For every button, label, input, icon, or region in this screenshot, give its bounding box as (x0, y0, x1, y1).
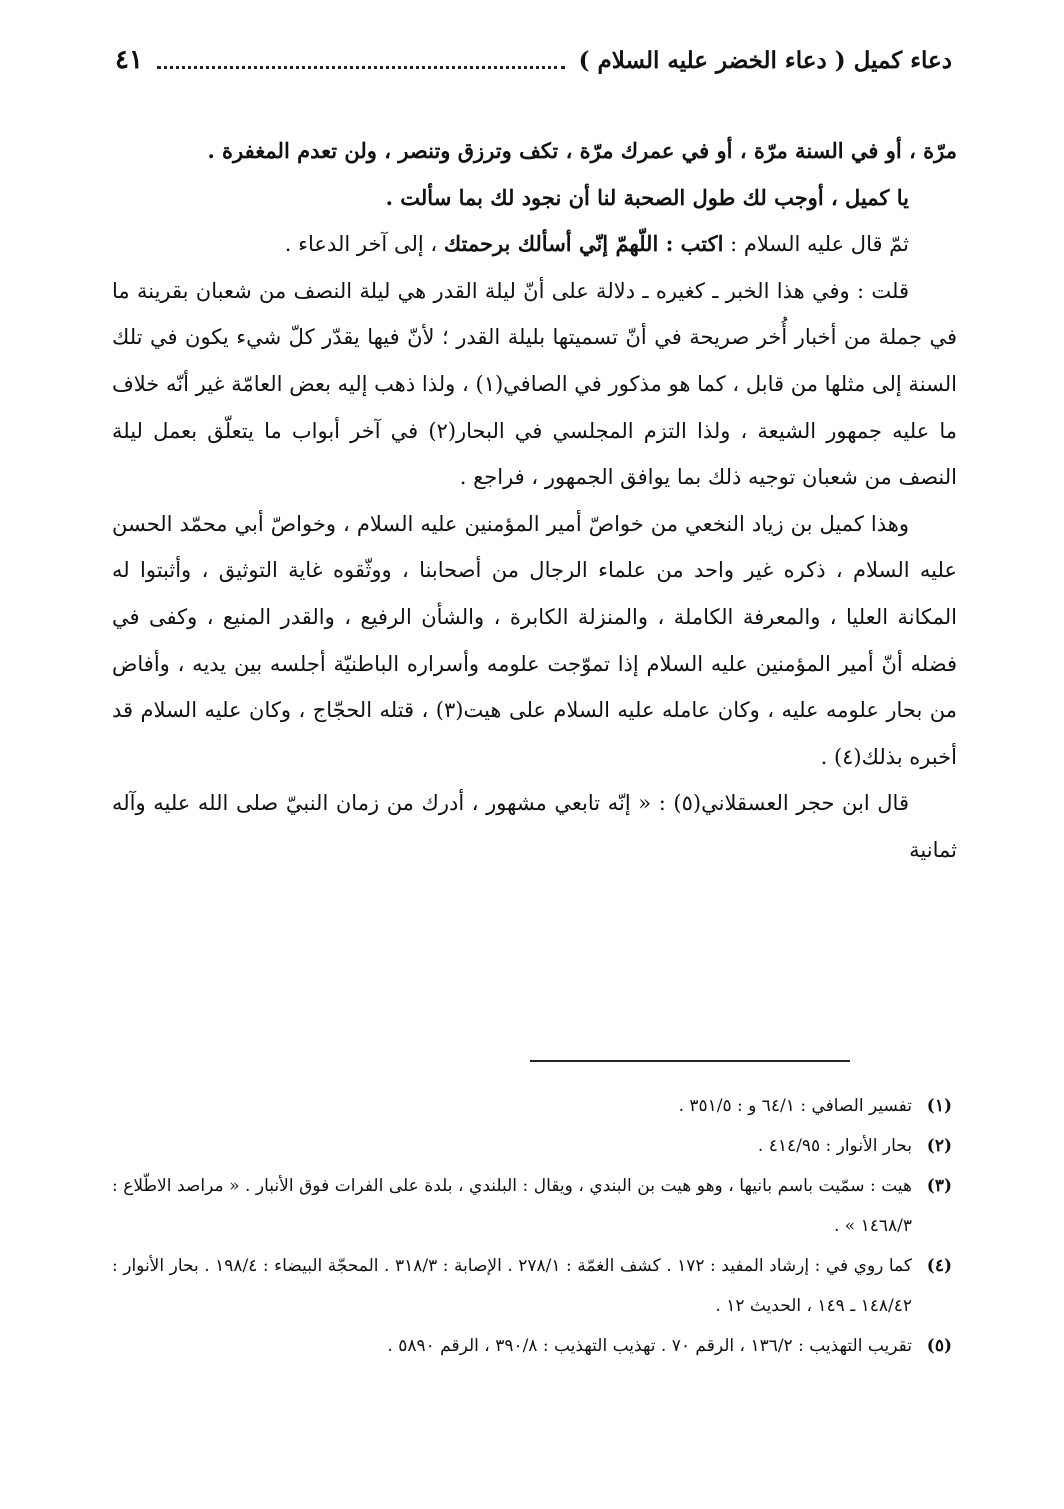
footnote-number: (١) (926, 1096, 952, 1116)
chapter-title: دعاء كميل ( دعاء الخضر عليه السلام ) (578, 46, 952, 74)
paragraph-5: وهذا كميل بن زياد النخعي من خواصّ أمير المؤمنين عليه السلام ، وخواصّ أبي محمّد الحسن عليه السلام ، ذكره غير واحد من علماء الرجال من أصحابنا ، ووثّقوه غاية التوثيق ، وأثبتوا له المكانة العليا ، والمعرفة الكاملة ، والمنزلة الكابرة ، والشأن الرفيع ، والقدر المنيع ، وكفى في فضله أنّ أمير المؤمنين عليه السلام إذا تموّجت علومه وأسراره الباطنيّة أجلسه بين يديه ، وأفاض من بحار علومه عليه ، وكان عامله عليه السلام على هيت(٣) ، قتله الحجّاج ، وكان عليه السلام قد أخبره بذلك(٤) . (112, 511, 957, 769)
paragraph-2: يا كميل ، أوجب لك طول الصحبة لنا أن نجود لك بما سألت . (385, 184, 909, 210)
page-number: ٤١ (115, 45, 143, 75)
paragraph-3 (112, 221, 957, 268)
footnote-item (112, 1126, 952, 1166)
paragraph-3-tail: ، إلى آخر الدعاء . (284, 232, 444, 257)
footnote-text: هيت : سمّيت باسم بانيها ، وهو هيت بن البندي ، ويقال : البلندي ، بلدة على الفرات فوق الأنبار . « مراصد الاطّلاع : ١٤٦٨/٣ » . (112, 1176, 912, 1236)
footnote-text: تفسير الصافي : ٦٤/١ و : ٣٥١/٥ . (678, 1096, 912, 1116)
leader-dots (157, 52, 565, 69)
footnote-text: كما روي في : إرشاد المفيد : ١٧٢ . كشف الغمّة : ٢٧٨/١ . الإصابة : ٣١٨/٣ . المحجّة البيضاء : ١٩٨/٤ . بحار الأنوار : ١٤٨/٤٢ ـ ١٤٩ ، الحديث ١٢ . (112, 1256, 912, 1316)
footnote-number: (٤) (926, 1256, 952, 1276)
footnote-text: بحار الأنوار : ٤١٤/٩٥ . (757, 1136, 912, 1156)
body-text (112, 128, 957, 874)
paragraph-3-emphasis: اكتب : اللّهمّ إنّي أسألك برحمتك (443, 231, 724, 257)
paragraph-3-lead: ثمّ قال عليه السلام : (723, 232, 909, 257)
footnote-number: (٣) (926, 1176, 952, 1196)
paragraph-1: مرّة ، أو في السنة مرّة ، أو في عمرك مرّة ، تكف وترزق وتنصر ، ولن تعدم المغفرة . (207, 138, 957, 163)
paragraph-4: قلت : وفي هذا الخبر ـ كغيره ـ دلالة على أنّ ليلة القدر هي ليلة النصف من شعبان بقرينة ما في جملة من أخبار أُخر صريحة في أنّ تسميتها بليلة القدر ؛ لأنّ فيها يقدّر كلّ شيء يكون في تلك السنة إلى مثلها من قابل ، كما هو مذكور في الصافي(١) ، ولذا ذهب إليه بعض العامّة غير أنّه خلاف ما عليه جمهور الشيعة ، ولذا التزم المجلسي في البحار(٢) في آخر أبواب ما يتعلّق بعمل ليلة النصف من شعبان توجيه ذلك بما يوافق الجمهور ، فراجع . (112, 278, 958, 490)
footnote-item (112, 1086, 952, 1126)
footnote-number: (٢) (926, 1136, 952, 1156)
footnote-text: تقريب التهذيب : ١٣٦/٢ ، الرقم ٧٠ . تهذيب التهذيب : ٣٩٠/٨ ، الرقم ٥٨٩٠ . (387, 1336, 912, 1356)
footnote-number: (٥) (926, 1336, 952, 1356)
footnote-item (112, 1166, 952, 1246)
footnotes (112, 1086, 952, 1366)
footnote-item (112, 1326, 952, 1366)
running-head (115, 40, 952, 80)
footnote-divider (530, 1060, 850, 1062)
footnote-item (112, 1246, 952, 1326)
paragraph-6: قال ابن حجر العسقلاني(٥) : « إنّه تابعي مشهور ، أدرك من زمان النبيّ صلى الله عليه وآله ثمانية (112, 791, 957, 862)
